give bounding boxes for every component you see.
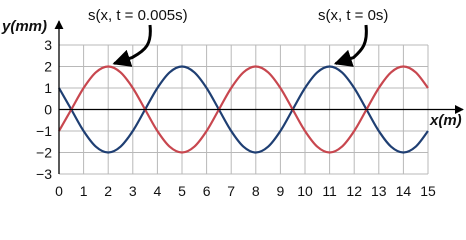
callout-label-t0: s(x, t = 0s) [318,7,389,24]
x-tick-label: 15 [420,183,436,199]
callout-label-t0005: s(x, t = 0.005s) [88,7,188,24]
x-tick-label: 4 [153,183,162,199]
y-tick-label: 0 [44,101,52,118]
x-tick-label: 5 [178,183,186,199]
tick-labels [36,37,436,199]
y-tick-label: 3 [44,37,52,53]
x-tick-label: 13 [371,183,387,199]
callout-arrow-t0 [336,25,367,64]
x-tick-label: 1 [79,183,88,199]
x-tick-label: 8 [251,183,260,199]
x-tick-label: 7 [227,183,236,199]
x-axis-title: x(m) [430,112,462,129]
x-tick-label: 9 [276,183,285,199]
x-tick-label: 2 [104,183,113,199]
x-tick-label: 6 [202,183,211,199]
y-tick-label: −2 [36,144,52,161]
y-tick-label: 1 [44,80,52,96]
y-tick-label: −1 [36,123,52,139]
x-tick-label: 14 [395,183,412,199]
y-tick-label: −3 [36,166,52,182]
callout-arrow-t0005 [114,25,150,64]
y-tick-label: 2 [44,58,52,75]
x-tick-label: 11 [322,183,337,199]
x-tick-label: 3 [128,183,137,199]
x-tick-label: 10 [297,183,313,199]
y-axis-title: y(mm) [2,18,48,35]
x-tick-label: 12 [346,183,362,199]
x-tick-label: 0 [55,183,63,199]
